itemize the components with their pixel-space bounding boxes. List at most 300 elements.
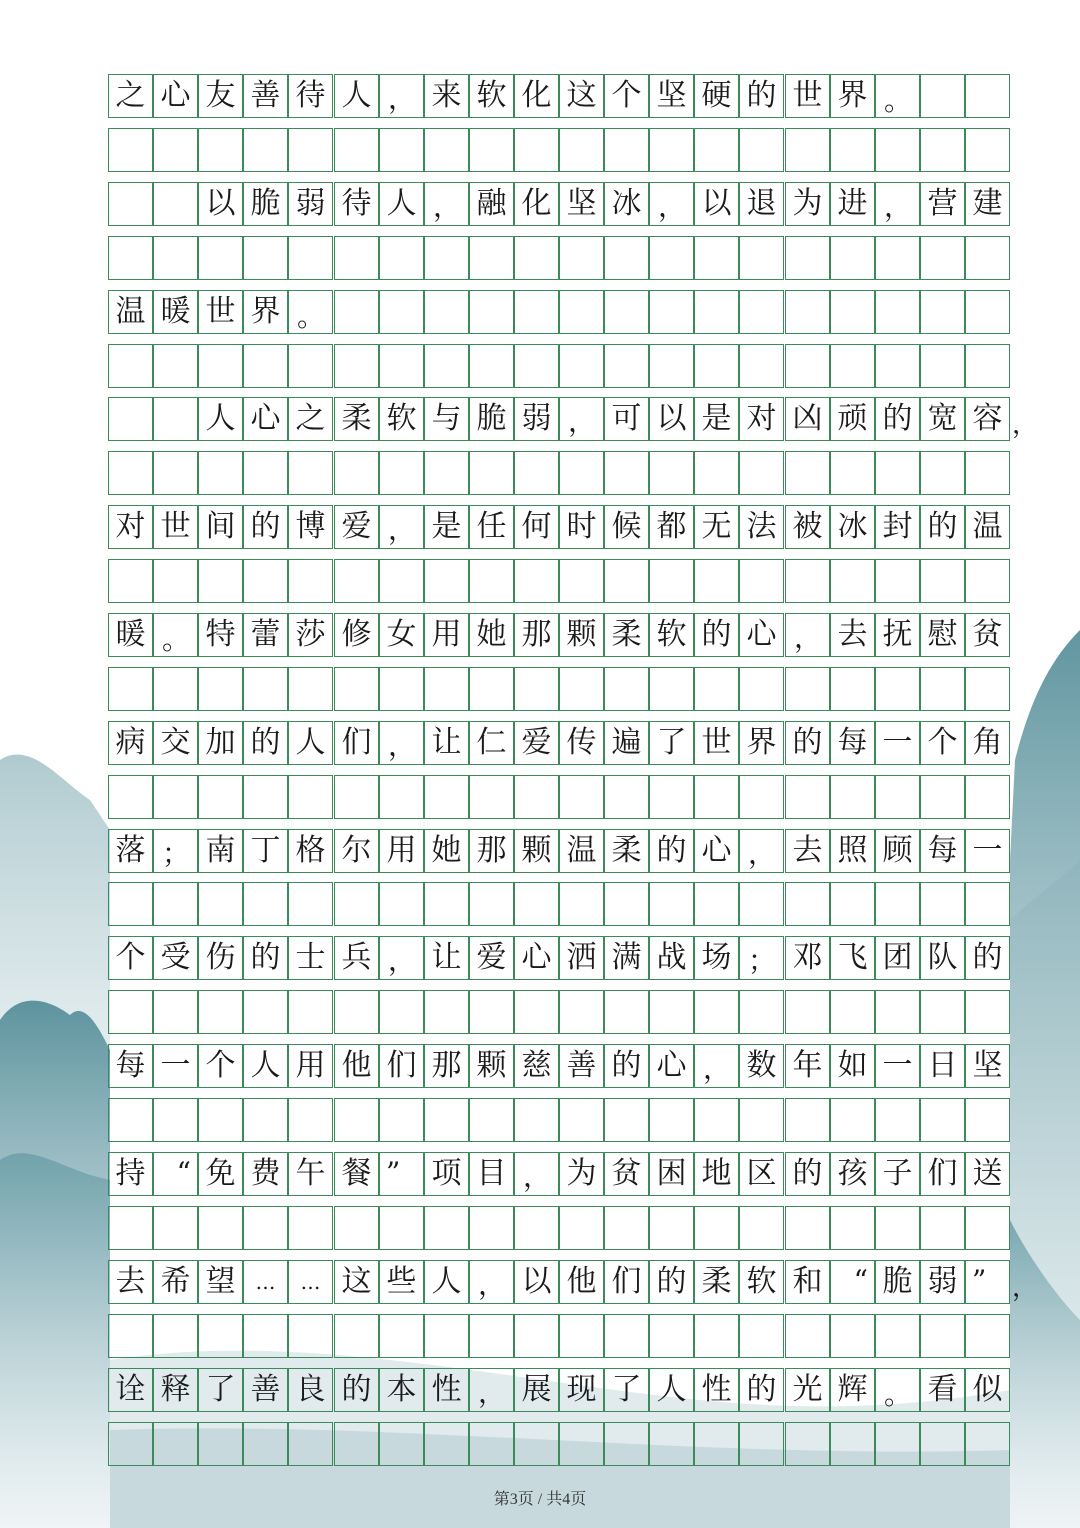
grid-cell [785,128,830,172]
grid-cell [830,290,875,334]
grid-cell [108,990,153,1034]
grid-cell [243,236,288,280]
grid-cell: 洒 [559,936,604,980]
text-row [108,74,1010,118]
grid-cell [965,128,1010,172]
grid-cell: 人 [379,182,424,226]
grid-cell [604,882,649,926]
grid-cell: 一 [153,1044,198,1088]
grid-cell [965,667,1010,711]
grid-cell [785,667,830,711]
grid-cell [153,451,198,495]
grid-cell [424,667,469,711]
grid-cell [108,1098,153,1142]
grid-cell: 慰 [920,613,965,657]
grid-cell [424,1422,469,1466]
grid-cell: 交 [153,721,198,765]
grid-cell [694,1422,739,1466]
grid-cell: 为 [785,182,830,226]
grid-cell [108,344,153,388]
grid-cell: 是 [424,505,469,549]
grid-cell: 那 [514,613,559,657]
grid-cell [153,775,198,819]
grid-cell [649,882,694,926]
grid-cell: 特 [198,613,243,657]
grid-cell: 那 [469,829,514,873]
grid-cell [379,1206,424,1250]
grid-cell [379,775,424,819]
grid-cell [785,290,830,334]
grid-cell [785,236,830,280]
grid-cell [965,559,1010,603]
grid-cell: 人 [243,1044,288,1088]
text-row [108,1260,1039,1304]
blank-row [108,128,1010,172]
grid-cell [830,1206,875,1250]
grid-cell [379,1422,424,1466]
grid-cell [875,344,920,388]
grid-cell [785,1098,830,1142]
grid-cell [514,990,559,1034]
grid-cell: 费 [243,1152,288,1196]
grid-cell: 每 [108,1044,153,1088]
grid-cell [198,775,243,819]
grid-cell: 队 [920,936,965,980]
grid-cell: 心 [153,74,198,118]
grid-cell [198,344,243,388]
grid-cell [243,1206,288,1250]
grid-cell [604,1206,649,1250]
grid-cell [379,559,424,603]
grid-cell [604,128,649,172]
grid-cell: 界 [830,74,875,118]
grid-cell: ” [965,1260,1010,1304]
grid-cell: 地 [694,1152,739,1196]
grid-cell [875,1206,920,1250]
grid-cell [108,182,153,226]
grid-cell: 去 [785,829,830,873]
grid-cell: 他 [334,1044,379,1088]
grid-cell [920,128,965,172]
grid-cell: 困 [649,1152,694,1196]
grid-cell [198,451,243,495]
grid-cell: 了 [198,1368,243,1412]
grid-cell: 硬 [694,74,739,118]
grid-cell [469,990,514,1034]
grid-cell: 暖 [153,290,198,334]
grid-cell: 了 [604,1368,649,1412]
grid-cell [153,667,198,711]
grid-cell [288,775,333,819]
grid-cell: 世 [785,74,830,118]
grid-cell: 释 [153,1368,198,1412]
grid-cell: 弱 [288,182,333,226]
grid-cell [785,1206,830,1250]
grid-cell: 区 [739,1152,784,1196]
grid-cell: 。 [875,1368,920,1412]
grid-cell: 她 [424,829,469,873]
grid-cell [649,451,694,495]
grid-cell [694,882,739,926]
grid-cell: 午 [288,1152,333,1196]
grid-cell [830,1314,875,1358]
grid-cell [785,344,830,388]
blank-row [108,882,1010,926]
grid-cell [469,128,514,172]
grid-cell [559,236,604,280]
grid-cell [694,128,739,172]
grid-cell [785,559,830,603]
grid-cell: 战 [649,936,694,980]
grid-cell: 人 [288,721,333,765]
grid-cell [108,397,153,441]
grid-cell: 温 [559,829,604,873]
grid-cell: 让 [424,936,469,980]
grid-cell [739,344,784,388]
grid-cell [739,290,784,334]
grid-cell: 们 [334,721,379,765]
grid-cell [198,990,243,1034]
grid-cell [875,236,920,280]
grid-cell [198,128,243,172]
grid-cell: 营 [920,182,965,226]
grid-cell [694,1206,739,1250]
grid-cell [424,128,469,172]
grid-cell [920,667,965,711]
grid-cell: 遍 [604,721,649,765]
grid-cell [830,882,875,926]
grid-cell: 场 [694,936,739,980]
grid-cell: 的 [965,936,1010,980]
grid-cell: 用 [424,613,469,657]
grid-cell [334,451,379,495]
grid-cell: 良 [288,1368,333,1412]
grid-cell [739,559,784,603]
grid-cell [108,236,153,280]
grid-cell [739,1314,784,1358]
grid-cell [514,451,559,495]
grid-cell: 坚 [559,182,604,226]
grid-cell: 弱 [920,1260,965,1304]
grid-cell [198,1098,243,1142]
grid-cell [559,775,604,819]
grid-cell [108,667,153,711]
grid-cell: 世 [153,505,198,549]
grid-cell: ， [379,721,424,765]
grid-cell [875,1098,920,1142]
grid-cell: 善 [243,74,288,118]
grid-cell: 加 [198,721,243,765]
grid-cell: 士 [288,936,333,980]
grid-cell [153,1098,198,1142]
grid-cell [739,1098,784,1142]
grid-cell: 看 [920,1368,965,1412]
grid-cell [920,236,965,280]
grid-cell: 冰 [604,182,649,226]
grid-cell [739,667,784,711]
grid-cell [920,290,965,334]
grid-cell: 这 [334,1260,379,1304]
text-row [108,397,1039,441]
grid-cell: 坚 [649,74,694,118]
grid-cell [694,290,739,334]
grid-cell: 传 [559,721,604,765]
grid-cell [649,1206,694,1250]
grid-cell: 的 [875,397,920,441]
grid-cell [830,775,875,819]
grid-cell [379,290,424,334]
grid-cell: 那 [424,1044,469,1088]
grid-cell [694,1098,739,1142]
grid-cell: 每 [920,829,965,873]
grid-cell: 任 [469,505,514,549]
grid-cell: ” [379,1152,424,1196]
grid-cell [334,1098,379,1142]
grid-cell [785,451,830,495]
grid-cell: ， [649,182,694,226]
grid-cell: 用 [288,1044,333,1088]
grid-cell: 的 [334,1368,379,1412]
margin-punctuation: ， [1012,1273,1039,1303]
grid-cell [830,344,875,388]
grid-cell [739,1422,784,1466]
grid-cell [649,128,694,172]
grid-cell: 现 [559,1368,604,1412]
grid-cell: 每 [830,721,875,765]
grid-cell [469,667,514,711]
grid-cell: 间 [198,505,243,549]
grid-cell [334,559,379,603]
grid-cell [334,290,379,334]
grid-cell: 被 [785,505,830,549]
grid-cell [875,559,920,603]
grid-cell: 让 [424,721,469,765]
grid-cell: 邓 [785,936,830,980]
grid-cell: 了 [649,721,694,765]
grid-cell: 进 [830,182,875,226]
grid-cell: 善 [243,1368,288,1412]
grid-cell: 封 [875,505,920,549]
grid-cell: 贫 [604,1152,649,1196]
grid-cell: 冰 [830,505,875,549]
grid-cell: 以 [514,1260,559,1304]
grid-cell [920,1098,965,1142]
grid-cell: ， [739,829,784,873]
grid-cell [739,775,784,819]
grid-cell [604,236,649,280]
grid-cell: 颗 [559,613,604,657]
grid-cell [334,1422,379,1466]
grid-cell: 数 [739,1044,784,1088]
grid-cell: 角 [965,721,1010,765]
grid-cell [288,451,333,495]
grid-cell [379,128,424,172]
grid-cell [198,1314,243,1358]
grid-cell [379,344,424,388]
grid-cell: 项 [424,1152,469,1196]
grid-cell [649,1098,694,1142]
grid-cell: ； [739,936,784,980]
grid-cell: “ [153,1152,198,1196]
grid-cell: 柔 [604,829,649,873]
grid-cell [108,882,153,926]
grid-cell [198,559,243,603]
grid-cell: ， [379,74,424,118]
grid-cell: 世 [694,721,739,765]
grid-cell: 病 [108,721,153,765]
grid-cell: 界 [243,290,288,334]
grid-cell: … [243,1260,288,1304]
grid-cell [875,290,920,334]
grid-cell: 个 [604,74,649,118]
grid-cell: 心 [243,397,288,441]
grid-cell [965,74,1010,118]
grid-cell [694,667,739,711]
grid-cell: ， [514,1152,559,1196]
grid-cell [965,236,1010,280]
grid-cell [334,1314,379,1358]
grid-cell [243,1422,288,1466]
grid-cell: 人 [198,397,243,441]
grid-cell: 一 [875,721,920,765]
grid-cell [153,1314,198,1358]
grid-cell: 容 [965,397,1010,441]
grid-cell [559,882,604,926]
grid-cell [379,1314,424,1358]
grid-cell [424,1098,469,1142]
grid-cell [469,1206,514,1250]
grid-cell [514,1206,559,1250]
grid-cell [288,882,333,926]
grid-cell: 以 [649,397,694,441]
grid-cell [649,775,694,819]
grid-cell [965,290,1010,334]
grid-cell [288,1098,333,1142]
grid-cell: 脆 [243,182,288,226]
text-row [108,505,1010,549]
grid-cell: 目 [469,1152,514,1196]
grid-cell: 候 [604,505,649,549]
grid-cell [785,882,830,926]
grid-cell [469,1314,514,1358]
grid-cell [875,451,920,495]
grid-cell [559,1422,604,1466]
grid-cell [559,1206,604,1250]
grid-cell [830,667,875,711]
grid-cell: 伤 [198,936,243,980]
grid-cell [288,1206,333,1250]
grid-cell [379,236,424,280]
grid-cell [649,990,694,1034]
grid-cell: 的 [694,613,739,657]
grid-cell: 。 [153,613,198,657]
grid-cell [965,1098,1010,1142]
grid-cell [559,290,604,334]
grid-cell [830,236,875,280]
grid-cell: 建 [965,182,1010,226]
grid-cell [424,344,469,388]
grid-cell: 兵 [334,936,379,980]
grid-cell: ， [469,1368,514,1412]
grid-cell [334,775,379,819]
grid-cell [469,559,514,603]
blank-row [108,236,1010,280]
grid-cell: 餐 [334,1152,379,1196]
grid-cell: 照 [830,829,875,873]
grid-cell [920,775,965,819]
grid-cell: 可 [604,397,649,441]
grid-cell: ， [694,1044,739,1088]
grid-cell: 脆 [469,397,514,441]
grid-cell: 辉 [830,1368,875,1412]
grid-cell [334,344,379,388]
grid-cell: 贫 [965,613,1010,657]
grid-cell: 望 [198,1260,243,1304]
grid-cell [469,344,514,388]
grid-cell: 团 [875,936,920,980]
grid-cell: ， [469,1260,514,1304]
grid-cell: 孩 [830,1152,875,1196]
grid-cell [469,882,514,926]
grid-cell [153,559,198,603]
grid-cell [153,990,198,1034]
grid-cell [694,344,739,388]
grid-cell: 子 [875,1152,920,1196]
grid-cell [288,990,333,1034]
grid-cell [649,1314,694,1358]
grid-cell [875,1422,920,1466]
grid-cell: 的 [649,1260,694,1304]
grid-cell: 法 [739,505,784,549]
grid-cell [649,667,694,711]
grid-cell [830,559,875,603]
grid-cell: 博 [288,505,333,549]
grid-cell [243,882,288,926]
grid-cell: 飞 [830,936,875,980]
grid-cell: 为 [559,1152,604,1196]
grid-cell [469,236,514,280]
grid-cell: 个 [920,721,965,765]
grid-cell [379,882,424,926]
grid-cell [243,775,288,819]
grid-cell [108,775,153,819]
grid-cell [830,128,875,172]
grid-cell: 的 [649,829,694,873]
blank-row [108,1314,1010,1358]
grid-cell: 友 [198,74,243,118]
grid-cell [920,344,965,388]
grid-cell [514,128,559,172]
grid-cell: 。 [288,290,333,334]
grid-cell [739,128,784,172]
grid-cell [514,290,559,334]
grid-cell: 满 [604,936,649,980]
grid-cell [379,1098,424,1142]
grid-cell: 软 [739,1260,784,1304]
grid-cell: 们 [379,1044,424,1088]
text-row [108,613,1010,657]
grid-cell [739,451,784,495]
blank-row [108,1422,1010,1466]
grid-cell [334,1206,379,1250]
grid-cell [243,559,288,603]
grid-cell [514,1314,559,1358]
grid-cell: 似 [965,1368,1010,1412]
blank-row [108,667,1010,711]
grid-cell [875,667,920,711]
text-row [108,1044,1010,1088]
grid-cell: 的 [920,505,965,549]
